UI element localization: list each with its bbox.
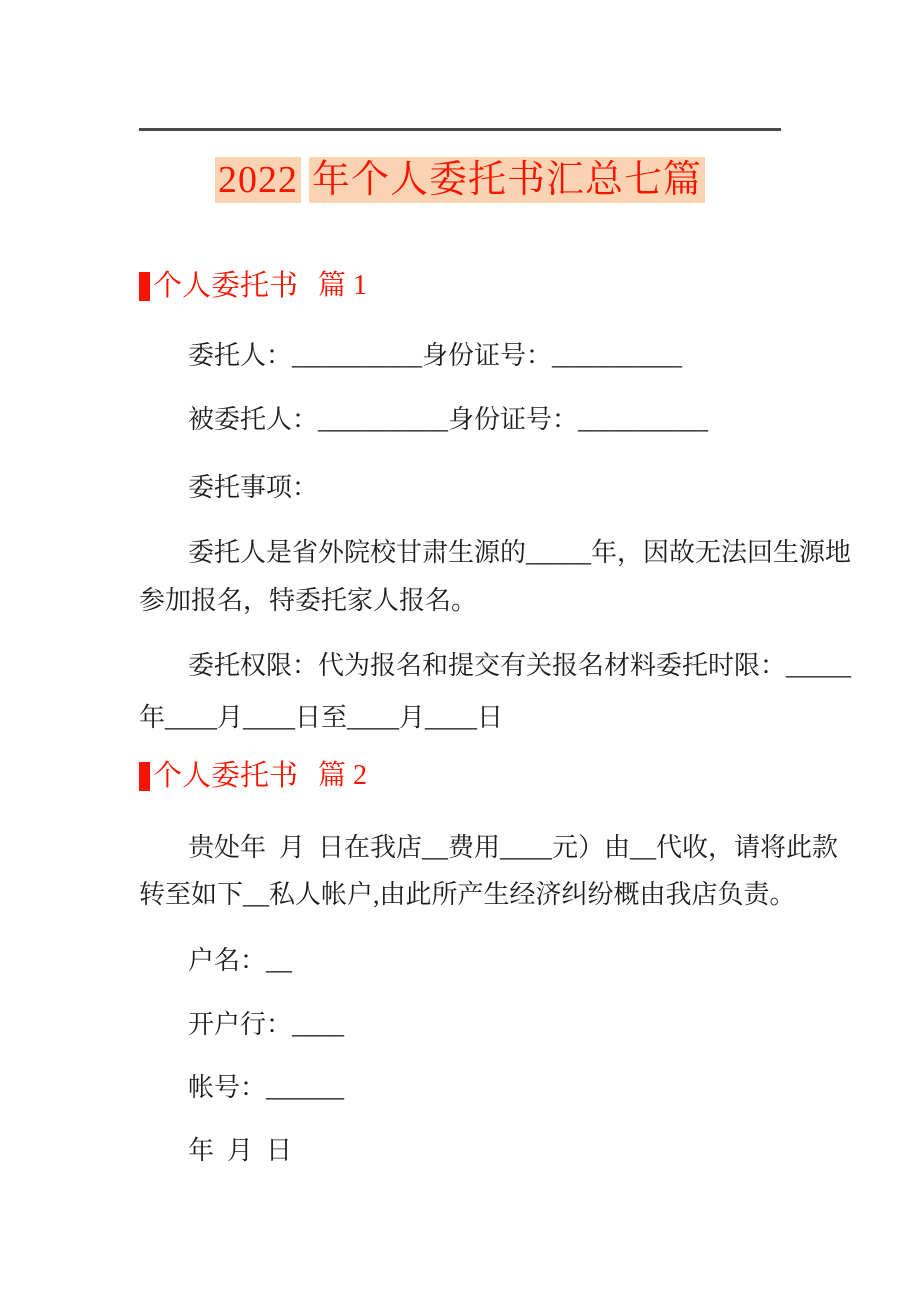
title-year-highlight: 2022 bbox=[215, 157, 301, 203]
paragraph-line: 开户行：____ bbox=[188, 1010, 345, 1039]
red-square-marker bbox=[139, 272, 150, 301]
paragraph-line: 委托人是省外院校甘肃生源的_____年，因故无法回生源地 bbox=[188, 538, 852, 567]
section-heading-index: 篇 1 bbox=[318, 270, 368, 301]
section-heading-1 bbox=[139, 269, 781, 303]
paragraph-line: 户名：__ bbox=[188, 946, 293, 975]
paragraph-line: 参加报名，特委托家人报名。 bbox=[139, 586, 478, 615]
paragraph-line: 委托权限：代为报名和提交有关报名材料委托时限：_____ bbox=[188, 651, 852, 680]
paragraph-line: 年____月____日至____月____日 bbox=[139, 703, 504, 732]
section-heading-label: 个人委托书 bbox=[153, 270, 299, 302]
paragraph-line: 委托人：__________身份证号：__________ bbox=[188, 341, 683, 370]
paragraph-line: 帐号：______ bbox=[188, 1073, 345, 1102]
title-text-highlight: 年个人委托书汇总七篇 bbox=[309, 157, 705, 203]
paragraph-line: 转至如下__私人帐户,由此所产生经济纠纷概由我店负责。 bbox=[139, 880, 796, 909]
section-heading-label: 个人委托书 bbox=[153, 760, 299, 792]
section-heading-2 bbox=[139, 759, 781, 793]
paragraph-line: 委托事项： bbox=[188, 473, 319, 502]
section-heading-index: 篇 2 bbox=[318, 760, 368, 791]
paragraph-line: 被委托人：__________身份证号：__________ bbox=[188, 405, 709, 434]
horizontal-rule bbox=[139, 128, 781, 131]
paragraph-line: 年 月 日 bbox=[188, 1136, 293, 1165]
red-square-marker bbox=[139, 762, 150, 791]
paragraph-line: 贵处年 月 日在我店__费用____元）由__代收，请将此款 bbox=[188, 833, 839, 862]
page-title bbox=[0, 155, 920, 205]
